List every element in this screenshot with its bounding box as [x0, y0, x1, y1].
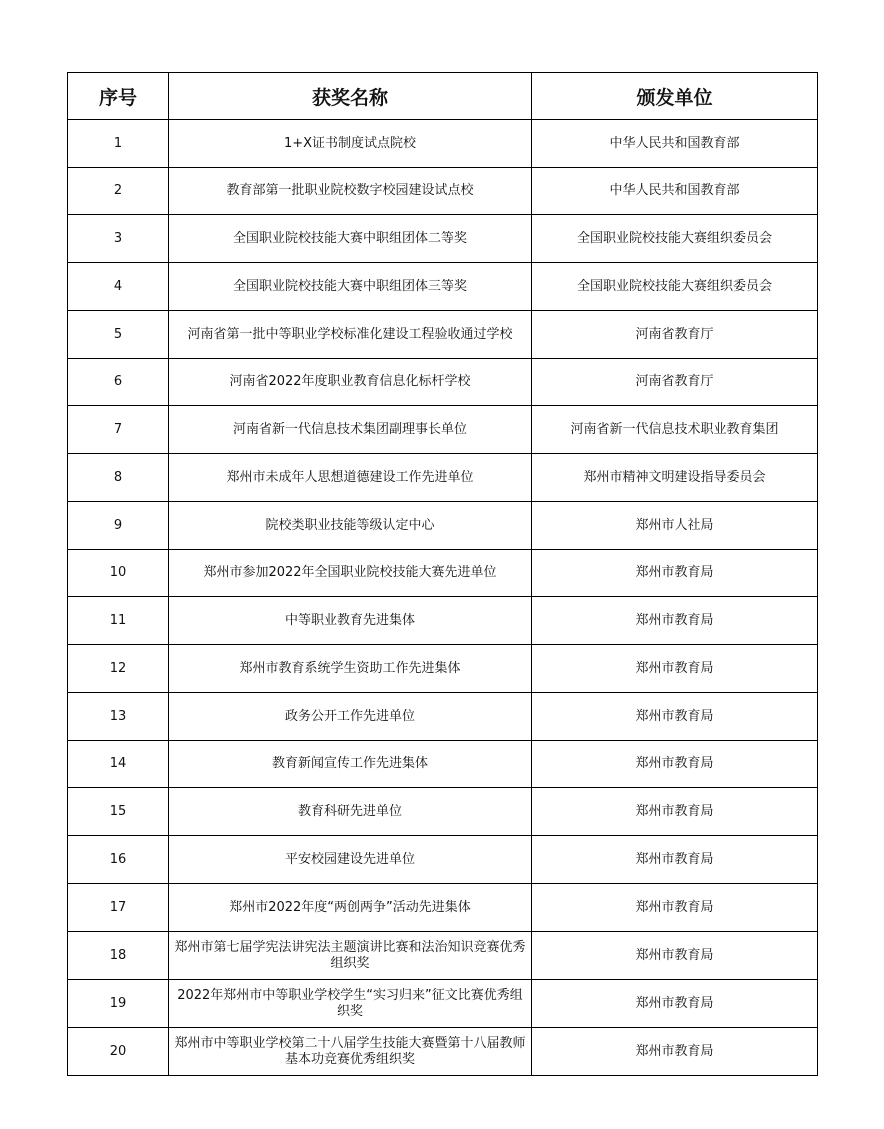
table-row [68, 550, 818, 597]
table-row [68, 884, 818, 932]
row-index: 1 [68, 120, 169, 168]
row-award-name: 2022年郑州市中等职业学校学生“实习归来”征文比赛优秀组织奖 [169, 980, 532, 1028]
row-index: 12 [68, 645, 169, 693]
row-award-name: 郑州市参加2022年全国职业院校技能大赛先进单位 [169, 550, 532, 597]
row-award-name: 教育部第一批职业院校数字校园建设试点校 [169, 168, 532, 215]
row-index: 19 [68, 980, 169, 1028]
row-issuer: 郑州市教育局 [532, 645, 818, 693]
row-index: 13 [68, 693, 169, 741]
row-award-name: 郑州市中等职业学校第二十八届学生技能大赛暨第十八届教师基本功竞赛优秀组织奖 [169, 1028, 532, 1076]
table-body [68, 120, 818, 1076]
row-index: 2 [68, 168, 169, 215]
row-index: 16 [68, 836, 169, 884]
table-row [68, 1028, 818, 1076]
table-row [68, 406, 818, 454]
header-award-name: 获奖名称 [169, 73, 532, 120]
row-issuer: 河南省教育厅 [532, 359, 818, 406]
row-award-name: 河南省新一代信息技术集团副理事长单位 [169, 406, 532, 454]
row-issuer: 全国职业院校技能大赛组织委员会 [532, 215, 818, 263]
row-issuer: 郑州市教育局 [532, 693, 818, 741]
row-issuer: 郑州市教育局 [532, 741, 818, 788]
table-row [68, 693, 818, 741]
row-issuer: 郑州市教育局 [532, 788, 818, 836]
row-index: 20 [68, 1028, 169, 1076]
row-award-name: 教育新闻宣传工作先进集体 [169, 741, 532, 788]
table-row [68, 215, 818, 263]
row-award-name: 郑州市教育系统学生资助工作先进集体 [169, 645, 532, 693]
row-index: 14 [68, 741, 169, 788]
row-issuer: 郑州市教育局 [532, 836, 818, 884]
row-index: 3 [68, 215, 169, 263]
table-row [68, 120, 818, 168]
row-issuer: 郑州市人社局 [532, 502, 818, 550]
row-award-name: 教育科研先进单位 [169, 788, 532, 836]
row-index: 4 [68, 263, 169, 311]
row-index: 11 [68, 597, 169, 645]
row-issuer: 郑州市教育局 [532, 932, 818, 980]
row-award-name: 院校类职业技能等级认定中心 [169, 502, 532, 550]
row-index: 15 [68, 788, 169, 836]
table-row [68, 932, 818, 980]
row-issuer: 郑州市教育局 [532, 980, 818, 1028]
header-index: 序号 [68, 73, 169, 120]
row-award-name: 中等职业教育先进集体 [169, 597, 532, 645]
table-header-row [68, 73, 818, 120]
row-award-name: 全国职业院校技能大赛中职组团体二等奖 [169, 215, 532, 263]
row-award-name: 郑州市2022年度“两创两争”活动先进集体 [169, 884, 532, 932]
row-issuer: 郑州市教育局 [532, 597, 818, 645]
row-award-name: 郑州市第七届学宪法讲宪法主题演讲比赛和法治知识竞赛优秀组织奖 [169, 932, 532, 980]
row-award-name: 平安校园建设先进单位 [169, 836, 532, 884]
row-index: 9 [68, 502, 169, 550]
row-index: 18 [68, 932, 169, 980]
table-row [68, 502, 818, 550]
awards-table [67, 72, 818, 1076]
table-row [68, 359, 818, 406]
table-row [68, 836, 818, 884]
table-row [68, 645, 818, 693]
row-issuer: 郑州市教育局 [532, 1028, 818, 1076]
table-row [68, 980, 818, 1028]
row-issuer: 中华人民共和国教育部 [532, 168, 818, 215]
table-row [68, 597, 818, 645]
row-issuer: 郑州市教育局 [532, 550, 818, 597]
row-award-name: 河南省2022年度职业教育信息化标杆学校 [169, 359, 532, 406]
header-issuer: 颁发单位 [532, 73, 818, 120]
table-row [68, 788, 818, 836]
row-issuer: 河南省教育厅 [532, 311, 818, 359]
row-award-name: 郑州市未成年人思想道德建设工作先进单位 [169, 454, 532, 502]
table-row [68, 168, 818, 215]
row-index: 10 [68, 550, 169, 597]
row-index: 6 [68, 359, 169, 406]
row-issuer: 全国职业院校技能大赛组织委员会 [532, 263, 818, 311]
row-index: 17 [68, 884, 169, 932]
row-award-name: 政务公开工作先进单位 [169, 693, 532, 741]
table-row [68, 454, 818, 502]
table-row [68, 311, 818, 359]
row-issuer: 河南省新一代信息技术职业教育集团 [532, 406, 818, 454]
table-row [68, 741, 818, 788]
row-issuer: 郑州市精神文明建设指导委员会 [532, 454, 818, 502]
row-index: 7 [68, 406, 169, 454]
row-issuer: 中华人民共和国教育部 [532, 120, 818, 168]
row-issuer: 郑州市教育局 [532, 884, 818, 932]
row-award-name: 河南省第一批中等职业学校标准化建设工程验收通过学校 [169, 311, 532, 359]
row-index: 5 [68, 311, 169, 359]
row-index: 8 [68, 454, 169, 502]
row-award-name: 全国职业院校技能大赛中职组团体三等奖 [169, 263, 532, 311]
row-award-name: 1+X证书制度试点院校 [169, 120, 532, 168]
table-row [68, 263, 818, 311]
